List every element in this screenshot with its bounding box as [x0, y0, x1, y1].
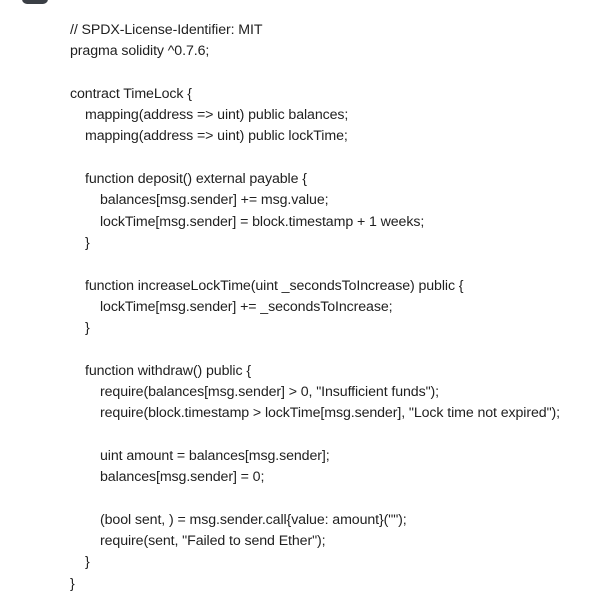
code-line: lockTime[msg.sender] = block.timestamp + 1 weeks; — [100, 213, 425, 230]
code-line: // SPDX-License-Identifier: MIT — [70, 22, 263, 38]
code-line: lockTime[msg.sender] += _secondsToIncrease; — [100, 298, 393, 315]
code-line: } — [85, 234, 90, 251]
code-line — [70, 148, 560, 169]
code-line: function deposit() external payable { — [85, 171, 307, 188]
code-line: balances[msg.sender] = 0; — [100, 469, 265, 486]
top-edge — [0, 0, 600, 6]
avatar — [22, 0, 48, 4]
code-line: pragma solidity ^0.7.6; — [70, 43, 210, 60]
code-line — [70, 425, 560, 446]
code-line — [70, 63, 560, 84]
code-line: balances[msg.sender] += msg.value; — [100, 192, 329, 209]
code-line: function increaseLockTime(uint _secondsToIncrease) public { — [85, 277, 464, 294]
code-line — [70, 339, 560, 360]
code-line: function withdraw() public { — [85, 362, 251, 379]
code-line — [70, 254, 560, 275]
code-line — [70, 489, 560, 510]
code-line: mapping(address => uint) public balances; — [85, 107, 349, 124]
code-line: uint amount = balances[msg.sender]; — [100, 447, 330, 464]
code-line: require(sent, "Failed to send Ether"); — [100, 533, 326, 550]
code-line: } — [85, 320, 90, 337]
code-line: (bool sent, ) = msg.sender.call{value: amount}(""); — [100, 511, 407, 528]
code-line: contract TimeLock { — [70, 85, 192, 102]
code-block — [70, 20, 560, 595]
code-line: } — [85, 554, 90, 571]
code-line: require(balances[msg.sender] > 0, "Insufficient funds"); — [100, 384, 439, 401]
code-line: } — [70, 575, 75, 592]
code-line: mapping(address => uint) public lockTime; — [85, 128, 348, 145]
code-line: require(block.timestamp > lockTime[msg.sender], "Lock time not expired"); — [100, 405, 560, 422]
